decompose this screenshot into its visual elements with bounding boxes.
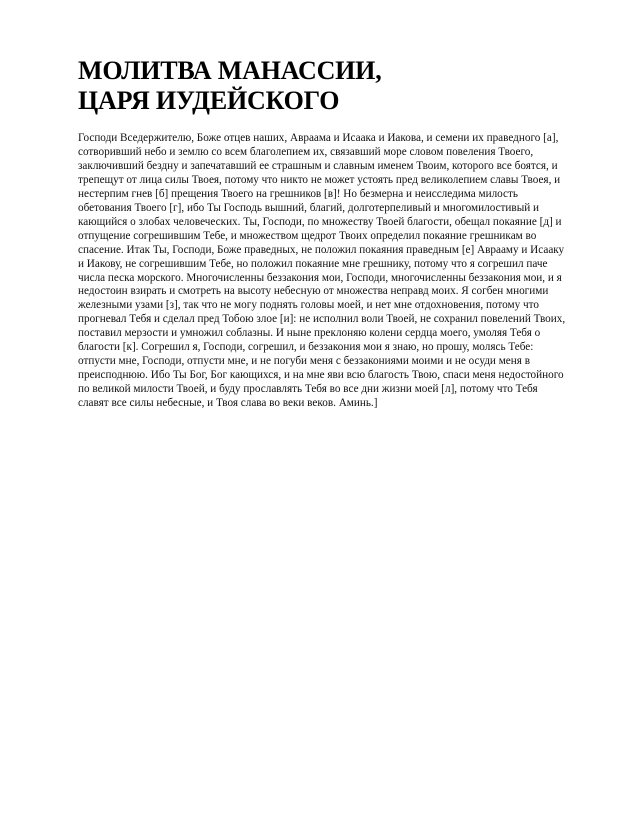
prayer-text: Господи Вседержителю, Боже отцев наших, Авраама и Исаака и Иакова, и семени их праведного [а], сотворивший небо и землю со всем благолепием их, связавший море словом повеления Твоего, заключивший бездну и запечатавший ее страшным и славным именем Твоим, которого все боятся, и трепещут от лица силы Твоея, потому что никто не может устоять пред великолепием славы Твоея, и нестерпим гнев [б] прещения Твоего на грешников [в]! Но безмерна и неисследима милость обетования Твоего [г], ибо Ты Господь вышний, благий, долготерпеливый и многомилостивый и кающийся о злобах человеческих. Ты, Господи, по множеству Твоей благости, обещал покаяние [д] и отпущение согрешившим Тебе, и множеством щедрот Твоих определил покаяние грешникам во спасение. Итак Ты, Господи, Боже праведных, не положил покаяния праведным [е] Аврааму и Исааку и Иакову, не согрешившим Тебе, но положил покаяние мне грешнику, потому что я согрешил паче числа песка морского. Многочисленны беззакония мои, Господи, многочисленны беззакония мои, и я недостоин взирать и смотреть на высоту небесную от множества неправд моих. Я согбен многими железными узами [з], так что не могу поднять головы моей, и нет мне отдохновения, потому что прогневал Тебя и сделал пред Тобою злое [и]: не исполнил воли Твоей, не сохранил повелений Твоих, поставил мерзости и умножил соблазны. И ныне преклоняю колени сердца моего, умоляя Тебя о благости [к]. Согрешил я, Господи, согрешил, и беззакония мои я знаю, но прошу, молясь Тебе: отпусти мне, Господи, отпусти мне, и не погуби меня с беззакониями моими и не осуди меня в преисподнюю. Ибо Ты Бог, Бог кающихся, и на мне яви всю благость Твою, спаси меня недостойного по великой милости Твоей, и буду прославлять Тебя во все дни жизни моей [л], потому что Тебя славят все силы небесные, и Твоя слава во веки веков. Аминь.] — [78, 132, 566, 410]
page-title — [78, 56, 568, 116]
document-page — [78, 56, 568, 411]
title-line-2: ЦАРЯ ИУДЕЙСКОГО — [78, 86, 340, 115]
title-line-1: МОЛИТВА МАНАССИИ, — [78, 56, 382, 85]
